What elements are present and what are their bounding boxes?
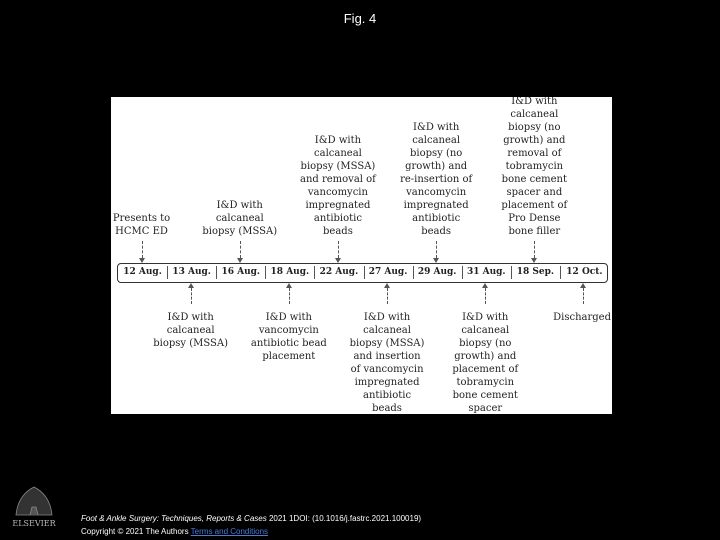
timeline-bar [117, 263, 608, 283]
date-separator [462, 266, 463, 279]
timeline-date: 12 Aug. [123, 267, 162, 277]
terms-link[interactable]: Terms and Conditions [190, 527, 269, 536]
event-above: I&D with calcaneal biopsy (MSSA) [202, 200, 278, 237]
arrow-up-icon [188, 283, 194, 288]
event-above: Presents to HCMC ED [112, 213, 171, 237]
timeline-date: 29 Aug. [417, 267, 457, 277]
timeline-date: 18 Aug. [270, 267, 310, 277]
arrow-up-icon [482, 283, 488, 288]
arrow-up-icon [384, 283, 390, 288]
citation-line [81, 514, 421, 523]
event-above: I&D with calcaneal biopsy (no growth) and removal of tobramycin bone cement spacer and placement of Pro Dense bone filler [501, 97, 568, 237]
arrow-up-icon [580, 283, 586, 288]
connector-line [534, 241, 535, 258]
date-separator [413, 266, 414, 279]
connector-line [240, 241, 241, 258]
date-separator [216, 266, 217, 279]
timeline-date: 13 Aug. [172, 267, 211, 277]
date-separator [511, 266, 512, 279]
arrow-down-icon [237, 258, 243, 263]
arrow-down-icon [433, 258, 439, 263]
arrow-down-icon [335, 258, 341, 263]
connector-line [436, 241, 437, 258]
date-separator [265, 266, 266, 279]
journal-name: Foot & Ankle Surgery: Techniques, Reports & Cases [81, 514, 267, 523]
timeline-date: 18 Sep. [516, 267, 554, 277]
event-below: I&D with calcaneal biopsy (MSSA) [153, 312, 229, 349]
event-above: I&D with calcaneal biopsy (MSSA) and removal of vancomycin impregnated antibiotic beads [299, 135, 376, 237]
doi-text: 2021 1DOI: (10.1016/j.fastrc.2021.100019) [266, 514, 422, 523]
timeline-date: 12 Oct. [566, 267, 603, 277]
connector-line [485, 288, 486, 304]
timeline-date: 27 Aug. [368, 267, 408, 277]
logo-wordmark: ELSEVIER [12, 519, 56, 528]
event-above: I&D with calcaneal biopsy (no growth) and re-insertion of vancomycin impregnated antibiotic beads [400, 122, 473, 237]
timeline-date: 31 Aug. [466, 267, 506, 277]
connector-line [142, 241, 143, 258]
copyright-text: Copyright © 2021 The Authors [81, 527, 191, 536]
timeline-date: 22 Aug. [319, 267, 359, 277]
connector-line [191, 288, 192, 304]
elsevier-logo [8, 479, 60, 529]
date-separator [560, 266, 561, 279]
arrow-up-icon [286, 283, 292, 288]
event-below: Discharged [553, 312, 612, 323]
event-below: I&D with calcaneal biopsy (MSSA) and insertion of vancomycin impregnated antibiotic beads [349, 312, 425, 414]
connector-line [387, 288, 388, 304]
arrow-down-icon [139, 258, 145, 263]
connector-line [289, 288, 290, 304]
timeline-figure [111, 97, 612, 414]
connector-line [583, 288, 584, 304]
date-separator [364, 266, 365, 279]
connector-line [338, 241, 339, 258]
copyright-line [81, 527, 268, 536]
arrow-down-icon [531, 258, 537, 263]
event-below: I&D with calcaneal biopsy (no growth) and placement of tobramycin bone cement spacer [452, 312, 519, 414]
timeline-date: 16 Aug. [221, 267, 261, 277]
event-below: I&D with vancomycin antibiotic bead placement [250, 312, 327, 362]
date-separator [167, 266, 168, 279]
figure-title: Fig. 4 [343, 11, 377, 26]
date-separator [314, 266, 315, 279]
